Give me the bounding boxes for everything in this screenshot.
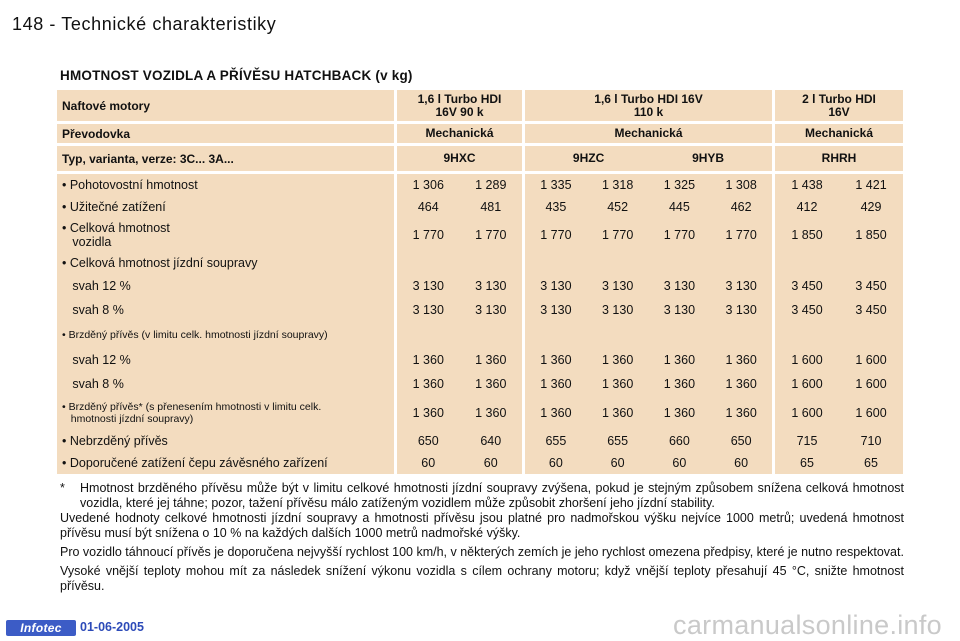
cell-value: 1 360 <box>540 406 572 420</box>
cell-value: 1 360 <box>663 406 696 420</box>
value-group <box>525 372 775 396</box>
value-group <box>397 196 525 218</box>
engine-header: 1,6 l Turbo HDI 16V 90 k <box>397 90 525 124</box>
cell-value: 60 <box>610 456 625 470</box>
cell-value: 1 360 <box>475 406 507 420</box>
row-label: • Brzděný přívěs (v limitu celk. hmotnosti jízdní soupravy) <box>57 322 397 348</box>
value-group <box>525 396 775 430</box>
note-temperature: Vysoké vnější teploty mohou mít za následek snížení výkonu vozidla s cílem ochrany motoru; když vnější teploty přesahují 45 °C, snižte hmotnost přívěsu. <box>60 564 904 593</box>
table-row <box>57 174 903 196</box>
cell-value: 1 421 <box>855 178 887 192</box>
value-group <box>525 298 775 322</box>
value-group <box>397 298 525 322</box>
cell-value: 1 360 <box>601 406 634 420</box>
cell-value: 429 <box>860 200 882 214</box>
value-group <box>525 430 775 452</box>
cell-value: 1 360 <box>601 353 634 367</box>
gearbox-value: Mechanická <box>775 124 903 146</box>
cell-value: 1 306 <box>412 178 444 192</box>
row-label: • Pohotovostní hmotnost <box>57 174 397 196</box>
engine-label: Naftové motory <box>57 90 397 124</box>
cell-value: 3 450 <box>855 279 887 293</box>
table-row <box>57 396 903 430</box>
value-group <box>525 252 775 274</box>
value-group <box>397 322 525 348</box>
value-group <box>775 452 903 474</box>
cell-value: 1 360 <box>412 406 444 420</box>
row-label: • Celková hmotnost vozidla <box>57 218 397 252</box>
weight-spec-table <box>57 90 903 474</box>
cell-value: 3 130 <box>412 303 444 317</box>
footnote <box>60 481 904 511</box>
row-label: • Nebrzděný přívěs <box>57 430 397 452</box>
gearbox-value: Mechanická <box>397 124 525 146</box>
value-group <box>397 274 525 298</box>
value-group <box>775 396 903 430</box>
type-code: 9HZC <box>572 151 605 165</box>
type-row <box>57 146 903 174</box>
type-code: 9HYB <box>692 151 725 165</box>
value-group <box>397 430 525 452</box>
cell-value: 1 360 <box>475 353 507 367</box>
cell-value: 1 360 <box>725 377 757 391</box>
engine-header: 1,6 l Turbo HDI 16V 110 k <box>525 90 775 124</box>
table-row <box>57 430 903 452</box>
cell-value: 1 360 <box>540 353 572 367</box>
cell-value: 1 600 <box>791 353 823 367</box>
value-group <box>397 218 525 252</box>
cell-value: 1 335 <box>540 178 572 192</box>
value-group <box>775 174 903 196</box>
cell-value: 1 318 <box>601 178 634 192</box>
cell-value: 1 600 <box>791 406 823 420</box>
value-group <box>397 396 525 430</box>
cell-value: 60 <box>483 456 498 470</box>
cell-value: 1 360 <box>412 353 444 367</box>
table-row <box>57 274 903 298</box>
cell-value: 60 <box>734 456 749 470</box>
table-row <box>57 218 903 252</box>
table-row <box>57 196 903 218</box>
value-group <box>775 430 903 452</box>
row-label: • Celková hmotnost jízdní soupravy <box>57 252 397 274</box>
value-group <box>775 218 903 252</box>
cell-value: 65 <box>864 456 878 470</box>
value-group <box>775 322 903 348</box>
cell-value: 1 360 <box>725 353 757 367</box>
cell-value: 1 770 <box>475 228 507 242</box>
cell-value: 60 <box>421 456 436 470</box>
cell-value: 3 130 <box>663 303 696 317</box>
cell-value: 1 850 <box>791 228 823 242</box>
cell-value: 1 770 <box>725 228 757 242</box>
cell-value: 1 770 <box>601 228 634 242</box>
table-row <box>57 252 903 274</box>
cell-value: 1 770 <box>540 228 572 242</box>
row-label: • Užitečné zatížení <box>57 196 397 218</box>
section-title: HMOTNOST VOZIDLA A PŘÍVĚSU HATCHBACK (v kg) <box>60 68 413 83</box>
cell-value: 462 <box>730 200 752 214</box>
value-group <box>397 372 525 396</box>
footnote-star: * <box>60 481 65 495</box>
cell-value: 435 <box>545 200 567 214</box>
cell-value: 3 130 <box>725 303 757 317</box>
note-altitude: Uvedené hodnoty celkové hmotnosti jízdní soupravy a hmotnosti přívěsu jsou platné pro nadmořskou výšku nejvíce 1000 metrů; uvedená hmotnost přívěsu musí být snížena o 10 % na každých dalších 1000 metrů nadmořské výšky. <box>60 511 904 540</box>
value-group <box>397 252 525 274</box>
cell-value: 1 325 <box>663 178 696 192</box>
value-group <box>525 174 775 196</box>
row-label: svah 8 % <box>57 372 397 396</box>
page-header: 148 - Technické charakteristiky <box>12 14 277 34</box>
cell-value: 660 <box>668 434 690 448</box>
value-group <box>397 348 525 372</box>
cell-value: 3 450 <box>855 303 887 317</box>
cell-value: 1 770 <box>663 228 696 242</box>
cell-value: 1 308 <box>725 178 757 192</box>
row-label: svah 8 % <box>57 298 397 322</box>
value-group <box>525 196 775 218</box>
engine-header-row <box>57 90 903 124</box>
cell-value: 710 <box>860 434 882 448</box>
cell-value: 1 770 <box>412 228 444 242</box>
cell-value: 412 <box>796 200 818 214</box>
cell-value: 3 130 <box>540 279 572 293</box>
cell-value: 650 <box>417 434 439 448</box>
cell-value: 3 130 <box>725 279 757 293</box>
row-label: • Doporučené zatížení čepu závěsného zařízení <box>57 452 397 474</box>
table-row <box>57 372 903 396</box>
cell-value: 3 130 <box>663 279 696 293</box>
cell-value: 1 600 <box>855 406 887 420</box>
table-row <box>57 298 903 322</box>
type-code: RHRH <box>775 146 903 174</box>
cell-value: 655 <box>545 434 567 448</box>
cell-value: 1 360 <box>412 377 444 391</box>
value-group <box>397 174 525 196</box>
cell-value: 3 130 <box>540 303 572 317</box>
type-code: 9HXC <box>397 146 525 174</box>
cell-value: 1 850 <box>855 228 887 242</box>
value-group <box>775 372 903 396</box>
cell-value: 3 130 <box>601 279 634 293</box>
type-code-pair <box>525 146 775 174</box>
cell-value: 1 360 <box>663 377 696 391</box>
cell-value: 650 <box>730 434 752 448</box>
value-group <box>775 196 903 218</box>
infotec-logo: Infotec <box>6 620 76 636</box>
cell-value: 640 <box>480 434 502 448</box>
row-label: svah 12 % <box>57 274 397 298</box>
cell-value: 1 438 <box>791 178 823 192</box>
cell-value: 60 <box>548 456 563 470</box>
footnote-text: Hmotnost brzděného přívěsu může být v limitu celkové hmotnosti jízdní soupravy zvýšena, pokud je stejným způsobem snížena celková hmotnost vozidla, které jej táhne; pozor, tažení přívěsu málo zatíženým vozidlem může způsobit zhoršení jeho jízdní stability. <box>80 481 904 510</box>
gearbox-value: Mechanická <box>525 124 775 146</box>
cell-value: 3 130 <box>475 279 507 293</box>
table-row <box>57 322 903 348</box>
cell-value: 1 600 <box>791 377 823 391</box>
cell-value: 3 450 <box>791 279 823 293</box>
row-label: svah 12 % <box>57 348 397 372</box>
cell-value: 655 <box>607 434 629 448</box>
cell-value: 3 130 <box>412 279 444 293</box>
watermark: carmanualsonline.info <box>673 610 942 640</box>
cell-value: 3 450 <box>791 303 823 317</box>
cell-value: 715 <box>796 434 818 448</box>
cell-value: 1 360 <box>601 377 634 391</box>
cell-value: 1 289 <box>475 178 507 192</box>
cell-value: 65 <box>800 456 814 470</box>
value-group <box>525 322 775 348</box>
type-label: Typ, varianta, verze: 3C... 3A... <box>57 146 397 174</box>
cell-value: 1 600 <box>855 377 887 391</box>
cell-value: 1 360 <box>725 406 757 420</box>
value-group <box>525 348 775 372</box>
cell-value: 1 360 <box>663 353 696 367</box>
footer-date: 01-06-2005 <box>80 620 144 634</box>
note-speed: Pro vozidlo táhnoucí přívěs je doporučena nejvyšší rychlost 100 km/h, v některých zemích je jeho rychlost omezena předpisy, které je nutno respektovat. <box>60 545 904 559</box>
value-group <box>397 452 525 474</box>
value-group <box>525 274 775 298</box>
cell-value: 464 <box>417 200 439 214</box>
value-group <box>525 218 775 252</box>
value-group <box>525 452 775 474</box>
table-row <box>57 348 903 372</box>
table-row <box>57 452 903 474</box>
gearbox-label: Převodovka <box>57 124 397 146</box>
cell-value: 60 <box>672 456 687 470</box>
row-label: • Brzděný přívěs* (s přenesením hmotnosti v limitu celk. hmotnosti jízdní soupravy) <box>57 396 397 430</box>
notes <box>60 481 904 598</box>
gearbox-row <box>57 124 903 146</box>
value-group <box>775 252 903 274</box>
cell-value: 3 130 <box>601 303 634 317</box>
cell-value: 1 360 <box>540 377 572 391</box>
footer <box>0 610 960 640</box>
cell-value: 1 600 <box>855 353 887 367</box>
cell-value: 445 <box>668 200 690 214</box>
value-group <box>775 274 903 298</box>
value-group <box>775 298 903 322</box>
cell-value: 452 <box>607 200 629 214</box>
cell-value: 1 360 <box>475 377 507 391</box>
engine-header: 2 l Turbo HDI 16V <box>775 90 903 124</box>
cell-value: 3 130 <box>475 303 507 317</box>
cell-value: 481 <box>480 200 502 214</box>
value-group <box>775 348 903 372</box>
